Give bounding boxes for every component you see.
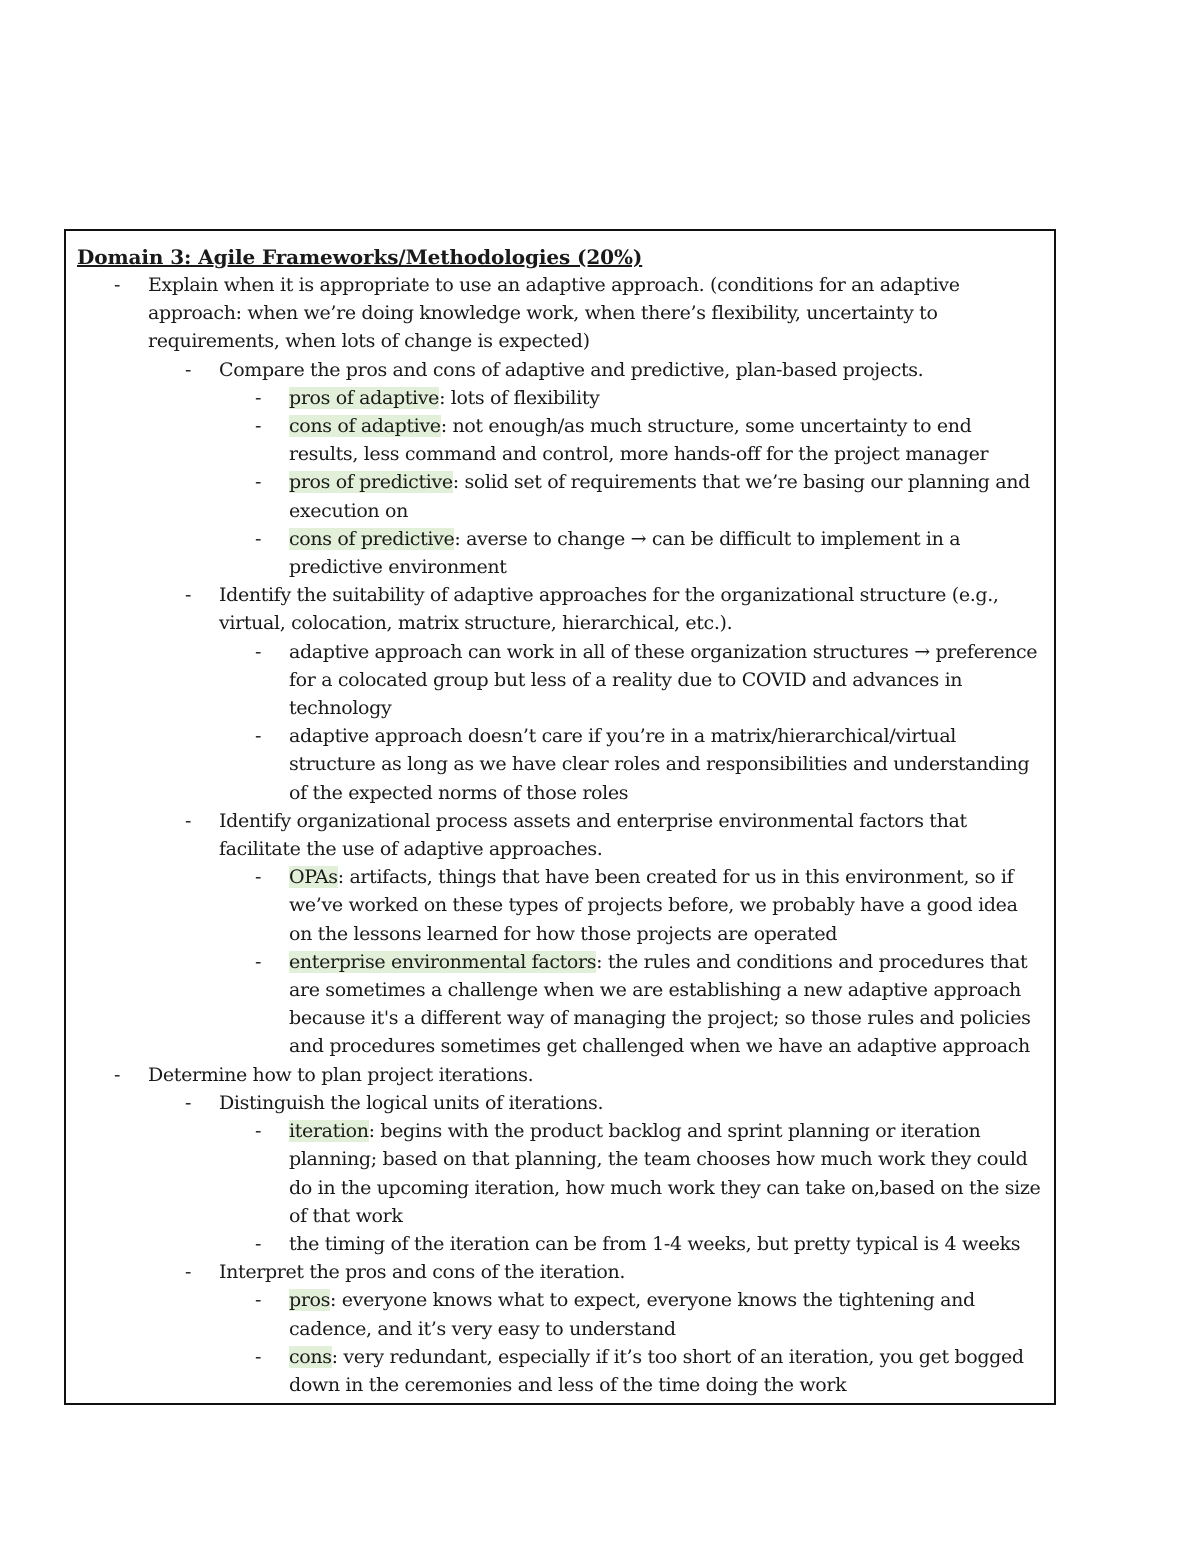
- notes-box: [64, 229, 1056, 1405]
- highlighted-term: iteration: [289, 1120, 369, 1143]
- list-item: [289, 384, 1044, 412]
- list-item: [148, 271, 1044, 1061]
- item-text: : lots of flexibility: [439, 386, 600, 409]
- list-item: [219, 356, 1044, 582]
- list-item: [219, 1258, 1044, 1399]
- list-item: [289, 525, 1044, 581]
- item-text: Explain when it is appropriate to use an adaptive approach. (conditions for an adaptive approach: when we’re doing knowledge work, when there’s flexibility, uncertainty to requirements, when lots of change is expected): [148, 274, 960, 353]
- domain-title: Domain 3: Agile Frameworks/Methodologies (20%): [77, 245, 643, 269]
- list-item: [289, 1343, 1044, 1399]
- list-item: [289, 948, 1044, 1061]
- list-item: [219, 807, 1044, 1061]
- highlighted-term: pros of predictive: [289, 471, 453, 494]
- list-item: [289, 722, 1044, 807]
- item-text: : artifacts, things that have been created for us in this environment, so if we’ve worked on these types of projects before, we probably have a good idea on the lessons learned for how those projects are operated: [289, 866, 1018, 945]
- list-item: [289, 1230, 1044, 1258]
- list-item: [289, 1117, 1044, 1230]
- list-item: [289, 412, 1044, 468]
- list-item: [289, 863, 1044, 948]
- highlighted-term: OPAs: [289, 866, 338, 889]
- list-item: [289, 468, 1044, 524]
- item-text: Identify the suitability of adaptive approaches for the organizational structure (e.g., virtual, colocation, matrix structure, hierarchical, etc.).: [219, 584, 999, 635]
- highlighted-term: pros of adaptive: [289, 386, 440, 409]
- item-text: : averse to change → can be difficult to implement in a predictive environment: [289, 527, 961, 579]
- item-text: : very redundant, especially if it’s too short of an iteration, you get bogged down in the ceremonies and less of the time doing the work: [289, 1345, 1024, 1396]
- highlighted-term: cons of adaptive: [289, 415, 441, 438]
- item-text: the timing of the iteration can be from 1-4 weeks, but pretty typical is 4 weeks: [289, 1232, 1021, 1255]
- highlighted-term: cons of predictive: [289, 527, 455, 550]
- list-item: [148, 1061, 1044, 1399]
- outline-list: [77, 271, 1044, 1399]
- item-text: Distinguish the logical units of iterations.: [219, 1091, 604, 1114]
- item-text: adaptive approach can work in all of these organization structures → preference for a colocated group but less of a reality due to COVID and advances in technology: [289, 640, 1038, 720]
- list-item: [289, 1286, 1044, 1342]
- list-item: [219, 1089, 1044, 1258]
- item-text: : not enough/as much structure, some uncertainty to end results, less command and control, more hands-off for the project manager: [289, 415, 989, 466]
- item-text: : solid set of requirements that we’re basing our planning and execution on: [289, 471, 1030, 522]
- highlighted-term: enterprise environmental factors: [289, 950, 597, 973]
- highlighted-term: pros: [289, 1289, 331, 1312]
- item-text: : everyone knows what to expect, everyone knows the tightening and cadence, and it’s very easy to understand: [289, 1289, 975, 1340]
- item-text: adaptive approach doesn’t care if you’re in a matrix/hierarchical/virtual structure as long as we have clear roles and responsibilities and understanding of the expected norms of those roles: [289, 725, 1030, 804]
- item-text: Compare the pros and cons of adaptive and predictive, plan-based projects.: [219, 358, 924, 381]
- list-item: [219, 581, 1044, 807]
- item-text: : the rules and conditions and procedures that are sometimes a challenge when we are establishing a new adaptive approach because it's a different way of managing the project; so those rules and policies and procedures sometimes get challenged when we have an adaptive approach: [289, 950, 1031, 1058]
- item-text: Identify organizational process assets and enterprise environmental factors that facilitate the use of adaptive approaches.: [219, 809, 967, 861]
- highlighted-term: cons: [289, 1345, 332, 1368]
- item-text: : begins with the product backlog and sprint planning or iteration planning; based on that planning, the team chooses how much work they could do in the upcoming iteration, how much work they can take on,based on the size of that work: [289, 1120, 1041, 1227]
- item-text: Determine how to plan project iterations.: [148, 1063, 534, 1086]
- list-item: [289, 638, 1044, 723]
- item-text: Interpret the pros and cons of the iteration.: [219, 1261, 626, 1284]
